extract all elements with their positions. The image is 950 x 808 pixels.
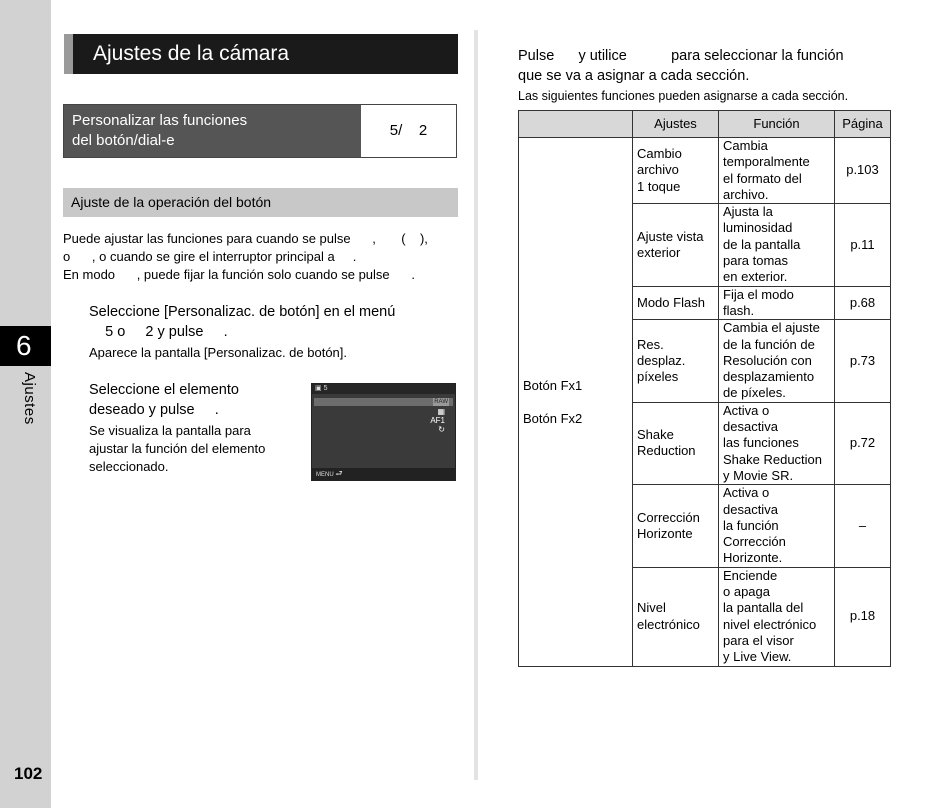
table-header-cell: Ajustes	[633, 111, 719, 138]
right-step-heading-line: que se va a asignar a cada sección.	[518, 68, 750, 84]
function-cell-line: archivo.	[723, 186, 769, 202]
page-number: 102	[14, 764, 43, 783]
function-cell-line: Activa o	[723, 402, 770, 418]
screen-tab-bar	[312, 384, 455, 394]
function-cell-line: el formato del	[723, 170, 802, 186]
setting-cell-line: píxeles	[637, 369, 679, 385]
button-label-cell	[519, 138, 633, 667]
function-cell-line: Horizonte.	[723, 550, 783, 566]
chapter-name: Ajustes	[21, 372, 38, 425]
table-header-cell: Función	[719, 111, 835, 138]
setting-cell-line: Nivel	[637, 600, 666, 616]
button-label: Botón Fx2	[523, 410, 583, 426]
setting-cell-line: Modo Flash	[637, 294, 705, 310]
function-cell-line: desplazamiento	[723, 369, 815, 385]
intro-text	[63, 230, 463, 284]
function-cell-line: Ajusta la	[723, 204, 773, 220]
screen-tab-number: 5	[323, 385, 328, 392]
step-1-heading	[89, 302, 459, 342]
step-2-heading-line: Seleccione el elemento	[89, 382, 239, 398]
step-2-heading-line: deseado y pulse .	[89, 402, 219, 418]
page-ref-cell: p.73	[835, 320, 891, 402]
setting-cell-line: Corrección	[637, 509, 700, 525]
step-1-heading-line: Seleccione [Personalizac. de botón] en el menú	[89, 304, 396, 320]
chapter-sidebar	[0, 0, 51, 808]
chapter-number: 6	[0, 326, 51, 366]
function-cell-line: las funciones	[723, 435, 799, 451]
function-cell-line: luminosidad	[723, 220, 793, 236]
camera-screen-image	[311, 383, 456, 481]
page-ref-cell: p.68	[835, 286, 891, 320]
function-cell-line: flash.	[723, 302, 755, 318]
function-cell	[719, 204, 835, 286]
setting-cell-line: desplaz.	[637, 352, 686, 368]
setting-cell-line: archivo	[637, 162, 679, 178]
back-arrow-icon: ⮐	[335, 469, 343, 478]
function-table	[518, 110, 891, 667]
right-step-heading	[518, 46, 898, 86]
step-1	[89, 302, 459, 362]
setting-cell	[633, 138, 719, 204]
setting-cell	[633, 286, 719, 320]
table-row	[519, 138, 891, 204]
function-cell-line: Activa o	[723, 485, 770, 501]
function-cell-line: nivel electrónico	[723, 616, 817, 632]
setting-cell-line: Shake	[637, 427, 674, 443]
function-cell-line: para el visor	[723, 632, 794, 648]
function-cell-line: o apaga	[723, 584, 770, 600]
function-cell-line: Cambia	[723, 138, 768, 153]
intro-line: o , o cuando se gire el interruptor principal a .	[63, 249, 357, 264]
function-cell-line: desactiva	[723, 501, 778, 517]
function-cell-line: de la función de	[723, 336, 815, 352]
function-cell-line: en exterior.	[723, 269, 788, 285]
column-divider	[474, 30, 478, 780]
function-cell	[719, 138, 835, 204]
function-cell	[719, 567, 835, 666]
page-ref-cell: p.18	[835, 567, 891, 666]
function-cell-line: Shake Reduction	[723, 451, 823, 467]
page-ref-cell: –	[835, 485, 891, 567]
step-2-body	[89, 422, 299, 476]
function-cell-line: de la pantalla	[723, 236, 801, 252]
button-label: Botón Fx1	[523, 377, 583, 393]
af-label: AF1	[430, 416, 445, 425]
menu-label: MENU	[316, 472, 334, 478]
page-ref-cell: p.103	[835, 138, 891, 204]
intro-line: Puede ajustar las funciones para cuando se pulse , ( ),	[63, 231, 428, 246]
rotate-icon: ↻	[438, 425, 445, 434]
step-2-body-line: seleccionado.	[89, 459, 169, 474]
setting-cell-line: Cambio	[637, 146, 682, 162]
function-cell-line: y Movie SR.	[723, 467, 794, 483]
page-ref-cell: p.72	[835, 402, 891, 484]
setting-cell-line: 1 toque	[637, 178, 681, 194]
function-cell-line: y Live View.	[723, 649, 792, 665]
preview-icon: ▦	[437, 407, 445, 416]
function-cell-line: de píxeles.	[723, 385, 786, 401]
function-cell-line: para tomas	[723, 253, 789, 269]
setting-cell-line: Ajuste vista	[637, 228, 704, 244]
table-header-cell	[519, 111, 633, 138]
custom-menu-line2: del botón/dial-e	[72, 132, 175, 149]
function-cell-line: Cambia el ajuste	[723, 320, 820, 336]
right-subtext: Las siguientes funciones pueden asignarse a cada sección.	[518, 89, 849, 103]
function-cell-line: la función	[723, 517, 779, 533]
page-title: Ajustes de la cámara	[64, 34, 458, 74]
setting-cell-line: exterior	[637, 244, 681, 260]
custom-menu-page-ref: 5/ 2	[389, 122, 428, 139]
step-2-heading	[89, 380, 299, 420]
custom-menu-box	[63, 104, 457, 158]
function-cell	[719, 402, 835, 484]
function-cell-line: temporalmente	[723, 154, 810, 170]
step-1-heading-line: 5 o 2 y pulse .	[89, 324, 228, 340]
screen-bottom-bar	[312, 468, 455, 480]
step-2	[89, 380, 299, 476]
setting-cell	[633, 204, 719, 286]
setting-cell-line: electrónico	[637, 616, 700, 632]
section-subheading: Ajuste de la operación del botón	[63, 188, 458, 217]
setting-cell	[633, 320, 719, 402]
function-cell	[719, 485, 835, 567]
step-2-body-line: ajustar la función del elemento	[89, 441, 266, 456]
table-header-row	[519, 111, 891, 138]
raw-badge: RAW	[434, 399, 448, 405]
function-cell-line: Corrección	[723, 534, 786, 550]
function-cell	[719, 286, 835, 320]
custom-menu-line1: Personalizar las funciones	[72, 112, 248, 129]
step-2-body-line: Se visualiza la pantalla para	[89, 423, 251, 438]
function-cell-line: Enciende	[723, 567, 778, 583]
table-header-cell: Página	[835, 111, 891, 138]
right-step-heading-line: Pulse y utilice para seleccionar la función	[518, 48, 844, 64]
function-cell-line: Fija el modo	[723, 286, 794, 302]
setting-cell	[633, 402, 719, 484]
table-body	[519, 138, 891, 667]
custom-menu-label	[64, 105, 361, 157]
step-1-body: Aparece la pantalla [Personalizac. de botón].	[89, 345, 348, 360]
function-cell	[719, 320, 835, 402]
function-cell-line: la pantalla del	[723, 600, 804, 616]
screen-selection-bar	[314, 398, 453, 406]
function-cell-line: Resolución con	[723, 352, 812, 368]
page-ref-cell: p.11	[835, 204, 891, 286]
intro-line: En modo , puede fijar la función solo cuando se pulse .	[63, 267, 415, 282]
setting-cell-line: Reduction	[637, 443, 696, 459]
setting-cell-line: Horizonte	[637, 525, 693, 541]
setting-cell-line: Res.	[637, 336, 664, 352]
function-cell-line: desactiva	[723, 419, 778, 435]
setting-cell	[633, 567, 719, 666]
camera-icon: ▣	[315, 385, 322, 392]
setting-cell	[633, 485, 719, 567]
